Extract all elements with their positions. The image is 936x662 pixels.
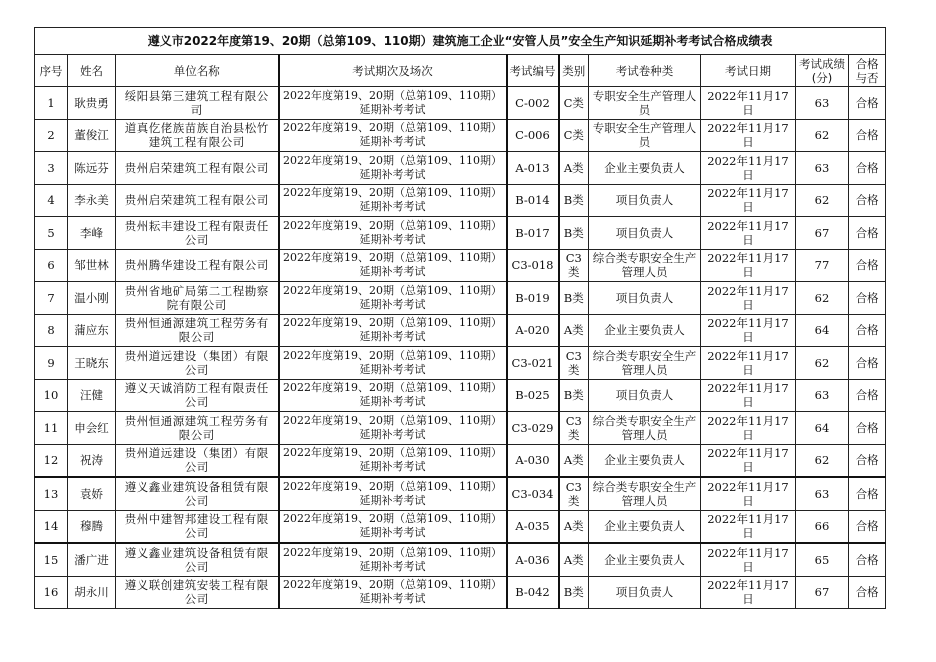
table-row: [35, 249, 886, 282]
category-cell: C类: [559, 119, 589, 152]
exam-no-cell: B-019: [507, 282, 559, 315]
seq-cell: 15: [35, 543, 68, 576]
paper-type-cell: 企业主要负责人: [589, 543, 701, 576]
col-header-pass: 合格与否: [849, 55, 886, 87]
name-cell: 李峰: [68, 217, 116, 250]
pass-status-cell: 合格: [849, 510, 886, 543]
exam-date-cell: 2022年11月17日: [701, 249, 796, 282]
session-cell: 2022年度第19、20期（总第109、110期）延期补考考试: [279, 576, 507, 609]
seq-cell: 14: [35, 510, 68, 543]
pass-status-cell: 合格: [849, 444, 886, 477]
table-row: [35, 282, 886, 315]
exam-no-cell: A-020: [507, 314, 559, 347]
company-cell: 道真仡佬族苗族自治县松竹建筑工程有限公司: [116, 119, 279, 152]
name-cell: 汪健: [68, 379, 116, 412]
pass-status-cell: 合格: [849, 314, 886, 347]
exam-date-cell: 2022年11月17日: [701, 152, 796, 185]
name-cell: 蒲应东: [68, 314, 116, 347]
exam-date-cell: 2022年11月17日: [701, 217, 796, 250]
paper-type-cell: 企业主要负责人: [589, 314, 701, 347]
exam-date-cell: 2022年11月17日: [701, 184, 796, 217]
table-row: [35, 477, 886, 510]
pass-status-cell: 合格: [849, 184, 886, 217]
paper-type-cell: 专职安全生产管理人员: [589, 119, 701, 152]
pass-status-cell: 合格: [849, 576, 886, 609]
seq-cell: 9: [35, 347, 68, 380]
company-cell: 遵义天诚消防工程有限责任公司: [116, 379, 279, 412]
table-row: [35, 87, 886, 120]
score-cell: 63: [796, 379, 849, 412]
pass-status-cell: 合格: [849, 87, 886, 120]
session-cell: 2022年度第19、20期（总第109、110期）延期补考考试: [279, 510, 507, 543]
exam-no-cell: C-006: [507, 119, 559, 152]
seq-cell: 7: [35, 282, 68, 315]
table-row: [35, 510, 886, 543]
name-cell: 陈远芬: [68, 152, 116, 185]
category-cell: B类: [559, 184, 589, 217]
exam-no-cell: C3-034: [507, 477, 559, 510]
seq-cell: 13: [35, 477, 68, 510]
exam-no-cell: C3-029: [507, 412, 559, 445]
paper-type-cell: 企业主要负责人: [589, 444, 701, 477]
seq-cell: 16: [35, 576, 68, 609]
col-header-exam-no: 考试编号: [507, 55, 559, 87]
seq-cell: 10: [35, 379, 68, 412]
exam-no-cell: C3-018: [507, 249, 559, 282]
session-cell: 2022年度第19、20期（总第109、110期）延期补考考试: [279, 347, 507, 380]
exam-date-cell: 2022年11月17日: [701, 347, 796, 380]
company-cell: 贵州道远建设（集团）有限公司: [116, 444, 279, 477]
pass-status-cell: 合格: [849, 347, 886, 380]
category-cell: C3类: [559, 249, 589, 282]
company-cell: 遵义联创建筑安装工程有限公司: [116, 576, 279, 609]
table-row: [35, 576, 886, 609]
exam-date-cell: 2022年11月17日: [701, 444, 796, 477]
pass-status-cell: 合格: [849, 249, 886, 282]
seq-cell: 6: [35, 249, 68, 282]
session-cell: 2022年度第19、20期（总第109、110期）延期补考考试: [279, 314, 507, 347]
session-cell: 2022年度第19、20期（总第109、110期）延期补考考试: [279, 444, 507, 477]
score-cell: 64: [796, 412, 849, 445]
category-cell: A类: [559, 152, 589, 185]
exam-no-cell: C3-021: [507, 347, 559, 380]
exam-date-cell: 2022年11月17日: [701, 379, 796, 412]
category-cell: C3类: [559, 412, 589, 445]
category-cell: A类: [559, 543, 589, 576]
category-cell: C3类: [559, 347, 589, 380]
category-cell: C类: [559, 87, 589, 120]
col-header-session: 考试期次及场次: [279, 55, 507, 87]
table-row: [35, 412, 886, 445]
seq-cell: 11: [35, 412, 68, 445]
table-row: [35, 184, 886, 217]
session-cell: 2022年度第19、20期（总第109、110期）延期补考考试: [279, 119, 507, 152]
score-cell: 63: [796, 87, 849, 120]
exam-no-cell: A-013: [507, 152, 559, 185]
company-cell: 贵州道远建设（集团）有限公司: [116, 347, 279, 380]
score-cell: 64: [796, 314, 849, 347]
session-cell: 2022年度第19、20期（总第109、110期）延期补考考试: [279, 543, 507, 576]
seq-cell: 2: [35, 119, 68, 152]
seq-cell: 4: [35, 184, 68, 217]
exam-no-cell: A-035: [507, 510, 559, 543]
paper-type-cell: 综合类专职安全生产管理人员: [589, 347, 701, 380]
pass-status-cell: 合格: [849, 217, 886, 250]
company-cell: 贵州腾华建设工程有限公司: [116, 249, 279, 282]
company-cell: 贵州恒通源建筑工程劳务有限公司: [116, 412, 279, 445]
name-cell: 穆腾: [68, 510, 116, 543]
results-table: [34, 27, 886, 609]
table-row: [35, 444, 886, 477]
seq-cell: 1: [35, 87, 68, 120]
exam-date-cell: 2022年11月17日: [701, 412, 796, 445]
table-row: [35, 379, 886, 412]
exam-date-cell: 2022年11月17日: [701, 282, 796, 315]
exam-date-cell: 2022年11月17日: [701, 87, 796, 120]
category-cell: A类: [559, 444, 589, 477]
exam-date-cell: 2022年11月17日: [701, 576, 796, 609]
category-cell: A类: [559, 510, 589, 543]
name-cell: 胡永川: [68, 576, 116, 609]
name-cell: 王晓东: [68, 347, 116, 380]
session-cell: 2022年度第19、20期（总第109、110期）延期补考考试: [279, 379, 507, 412]
score-cell: 62: [796, 444, 849, 477]
paper-type-cell: 企业主要负责人: [589, 510, 701, 543]
session-cell: 2022年度第19、20期（总第109、110期）延期补考考试: [279, 282, 507, 315]
category-cell: B类: [559, 379, 589, 412]
exam-no-cell: B-025: [507, 379, 559, 412]
paper-type-cell: 企业主要负责人: [589, 152, 701, 185]
name-cell: 耿贵勇: [68, 87, 116, 120]
table-row: [35, 119, 886, 152]
paper-type-cell: 项目负责人: [589, 576, 701, 609]
name-cell: 申会红: [68, 412, 116, 445]
score-cell: 77: [796, 249, 849, 282]
paper-type-cell: 项目负责人: [589, 184, 701, 217]
col-header-exam-date: 考试日期: [701, 55, 796, 87]
score-cell: 63: [796, 152, 849, 185]
table-row: [35, 543, 886, 576]
seq-cell: 5: [35, 217, 68, 250]
exam-date-cell: 2022年11月17日: [701, 119, 796, 152]
company-cell: 贵州耘丰建设工程有限责任公司: [116, 217, 279, 250]
col-header-category: 类别: [559, 55, 589, 87]
seq-cell: 8: [35, 314, 68, 347]
score-cell: 65: [796, 543, 849, 576]
table-body: [35, 87, 886, 609]
session-cell: 2022年度第19、20期（总第109、110期）延期补考考试: [279, 152, 507, 185]
name-cell: 潘广进: [68, 543, 116, 576]
company-cell: 遵义鑫业建筑设备租赁有限公司: [116, 543, 279, 576]
paper-type-cell: 综合类专职安全生产管理人员: [589, 249, 701, 282]
name-cell: 祝涛: [68, 444, 116, 477]
score-cell: 62: [796, 347, 849, 380]
company-cell: 贵州恒通源建筑工程劳务有限公司: [116, 314, 279, 347]
seq-cell: 12: [35, 444, 68, 477]
exam-no-cell: B-042: [507, 576, 559, 609]
table-row: [35, 347, 886, 380]
exam-date-cell: 2022年11月17日: [701, 314, 796, 347]
score-cell: 62: [796, 119, 849, 152]
exam-no-cell: A-030: [507, 444, 559, 477]
header-row: [35, 55, 886, 87]
pass-status-cell: 合格: [849, 152, 886, 185]
col-header-score: 考试成绩(分): [796, 55, 849, 87]
paper-type-cell: 综合类专职安全生产管理人员: [589, 412, 701, 445]
session-cell: 2022年度第19、20期（总第109、110期）延期补考考试: [279, 217, 507, 250]
paper-type-cell: 综合类专职安全生产管理人员: [589, 477, 701, 510]
col-header-company: 单位名称: [116, 55, 279, 87]
exam-no-cell: C-002: [507, 87, 559, 120]
paper-type-cell: 专职安全生产管理人员: [589, 87, 701, 120]
seq-cell: 3: [35, 152, 68, 185]
session-cell: 2022年度第19、20期（总第109、110期）延期补考考试: [279, 184, 507, 217]
name-cell: 董俊江: [68, 119, 116, 152]
category-cell: B类: [559, 576, 589, 609]
company-cell: 贵州启荣建筑工程有限公司: [116, 184, 279, 217]
table-row: [35, 152, 886, 185]
paper-type-cell: 项目负责人: [589, 282, 701, 315]
pass-status-cell: 合格: [849, 543, 886, 576]
company-cell: 贵州中建智邦建设工程有限公司: [116, 510, 279, 543]
exam-no-cell: B-014: [507, 184, 559, 217]
exam-no-cell: B-017: [507, 217, 559, 250]
company-cell: 遵义鑫业建筑设备租赁有限公司: [116, 477, 279, 510]
exam-date-cell: 2022年11月17日: [701, 510, 796, 543]
exam-date-cell: 2022年11月17日: [701, 477, 796, 510]
category-cell: B类: [559, 217, 589, 250]
col-header-seq: 序号: [35, 55, 68, 87]
name-cell: 袁娇: [68, 477, 116, 510]
pass-status-cell: 合格: [849, 282, 886, 315]
pass-status-cell: 合格: [849, 379, 886, 412]
company-cell: 贵州省地矿局第二工程勘察院有限公司: [116, 282, 279, 315]
company-cell: 绥阳县第三建筑工程有限公司: [116, 87, 279, 120]
session-cell: 2022年度第19、20期（总第109、110期）延期补考考试: [279, 249, 507, 282]
score-cell: 67: [796, 217, 849, 250]
name-cell: 李永美: [68, 184, 116, 217]
col-header-paper-type: 考试卷种类: [589, 55, 701, 87]
exam-no-cell: A-036: [507, 543, 559, 576]
company-cell: 贵州启荣建筑工程有限公司: [116, 152, 279, 185]
col-header-name: 姓名: [68, 55, 116, 87]
score-cell: 67: [796, 576, 849, 609]
table-row: [35, 217, 886, 250]
session-cell: 2022年度第19、20期（总第109、110期）延期补考考试: [279, 87, 507, 120]
score-cell: 66: [796, 510, 849, 543]
pass-status-cell: 合格: [849, 119, 886, 152]
paper-type-cell: 项目负责人: [589, 379, 701, 412]
session-cell: 2022年度第19、20期（总第109、110期）延期补考考试: [279, 477, 507, 510]
page-title: 遵义市2022年度第19、20期（总第109、110期）建筑施工企业“安管人员”安全生产知识延期补考考试合格成绩表: [35, 28, 886, 55]
pass-status-cell: 合格: [849, 412, 886, 445]
score-cell: 62: [796, 282, 849, 315]
session-cell: 2022年度第19、20期（总第109、110期）延期补考考试: [279, 412, 507, 445]
paper-type-cell: 项目负责人: [589, 217, 701, 250]
exam-date-cell: 2022年11月17日: [701, 543, 796, 576]
category-cell: A类: [559, 314, 589, 347]
table-row: [35, 314, 886, 347]
category-cell: B类: [559, 282, 589, 315]
category-cell: C3类: [559, 477, 589, 510]
score-cell: 63: [796, 477, 849, 510]
name-cell: 邹世林: [68, 249, 116, 282]
pass-status-cell: 合格: [849, 477, 886, 510]
name-cell: 温小刚: [68, 282, 116, 315]
score-cell: 62: [796, 184, 849, 217]
